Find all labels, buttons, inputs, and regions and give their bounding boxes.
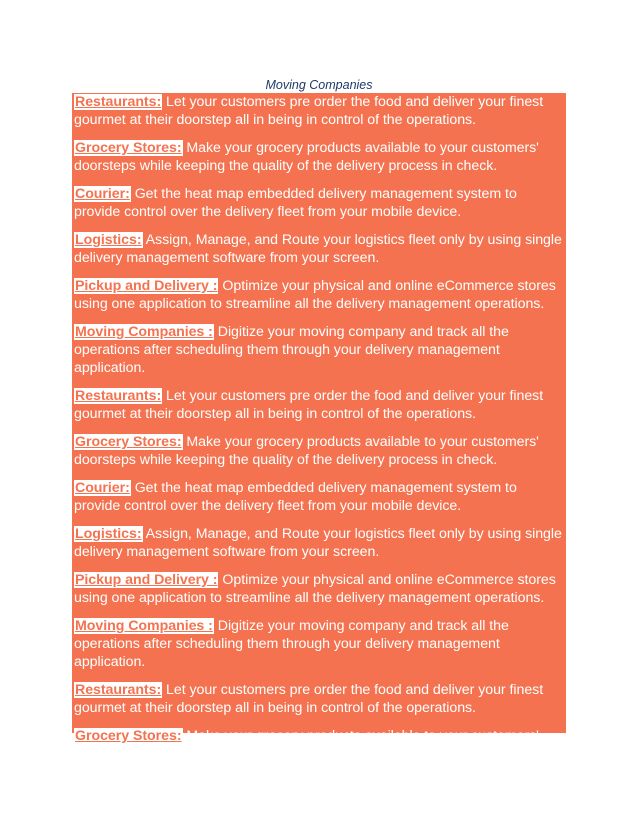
entry-text: Make your grocery products available to your customers' doorsteps while keeping the quality of the delivery process in check. bbox=[74, 140, 539, 174]
entry-text: Optimize your physical and online eCommerce stores using one application to streamline all the delivery management operations. bbox=[74, 278, 556, 312]
list-item bbox=[74, 185, 564, 221]
entry-text: Optimize your physical and online eCommerce stores using one application to streamline all the delivery management operations. bbox=[74, 572, 556, 606]
page-title: Moving Companies bbox=[265, 78, 373, 92]
entry-label: Grocery Stores: bbox=[75, 728, 182, 744]
entry-label: Restaurants: bbox=[75, 388, 162, 404]
entry-label: Grocery Stores: bbox=[75, 140, 182, 156]
list-item bbox=[74, 617, 564, 671]
list-item bbox=[74, 323, 564, 377]
entry-text: Make your grocery products available to your customers' doorsteps while keeping the quality of the delivery process in check. bbox=[74, 728, 539, 762]
list-item bbox=[74, 571, 564, 607]
list-item bbox=[74, 231, 564, 267]
entry-label: Restaurants: bbox=[75, 682, 162, 698]
entry-label: Logistics: bbox=[75, 232, 142, 248]
entry-label: Restaurants: bbox=[75, 94, 162, 110]
entry-text: Make your grocery products available to your customers' doorsteps while keeping the quality of the delivery process in check. bbox=[74, 434, 539, 468]
entry-text: Digitize your moving company and track all the operations after scheduling them through your delivery management application. bbox=[74, 324, 509, 376]
entry-text: Assign, Manage, and Route your logistics fleet only by using single delivery management software from your screen. bbox=[74, 526, 562, 560]
entry-text: Let your customers pre order the food and deliver your finest gourmet at their doorstep all in being in control of the operations. bbox=[74, 682, 544, 716]
entry-text: Let your customers pre order the food and deliver your finest gourmet at their doorstep all in being in control of the operations. bbox=[74, 388, 544, 422]
list-item bbox=[74, 479, 564, 515]
entry-text: Digitize your moving company and track all the operations after scheduling them through your delivery management application. bbox=[74, 618, 509, 670]
entry-label: Courier: bbox=[75, 186, 130, 202]
list-item bbox=[74, 727, 564, 763]
list-item bbox=[74, 277, 564, 313]
entry-label: Pickup and Delivery : bbox=[75, 572, 218, 588]
list-item bbox=[74, 681, 564, 717]
entry-label: Pickup and Delivery : bbox=[75, 278, 218, 294]
list-item bbox=[74, 139, 564, 175]
list-item bbox=[74, 387, 564, 423]
list-item bbox=[74, 525, 564, 561]
entry-label: Courier: bbox=[75, 480, 130, 496]
entry-label: Grocery Stores: bbox=[75, 434, 182, 450]
entry-text: Assign, Manage, and Route your logistics fleet only by using single delivery management software from your screen. bbox=[74, 232, 562, 266]
list-item bbox=[74, 433, 564, 469]
list-item bbox=[74, 93, 564, 129]
entry-text: Let your customers pre order the food and deliver your finest gourmet at their doorstep all in being in control of the operations. bbox=[74, 94, 544, 128]
industry-list bbox=[72, 93, 566, 762]
entry-text: Get the heat map embedded delivery management system to provide control over the delivery fleet from your mobile device. bbox=[74, 480, 517, 514]
entry-label: Logistics: bbox=[75, 526, 142, 542]
entry-text: Get the heat map embedded delivery management system to provide control over the delivery fleet from your mobile device. bbox=[74, 186, 517, 220]
entry-label: Moving Companies : bbox=[75, 324, 213, 340]
entry-label: Moving Companies : bbox=[75, 618, 213, 634]
